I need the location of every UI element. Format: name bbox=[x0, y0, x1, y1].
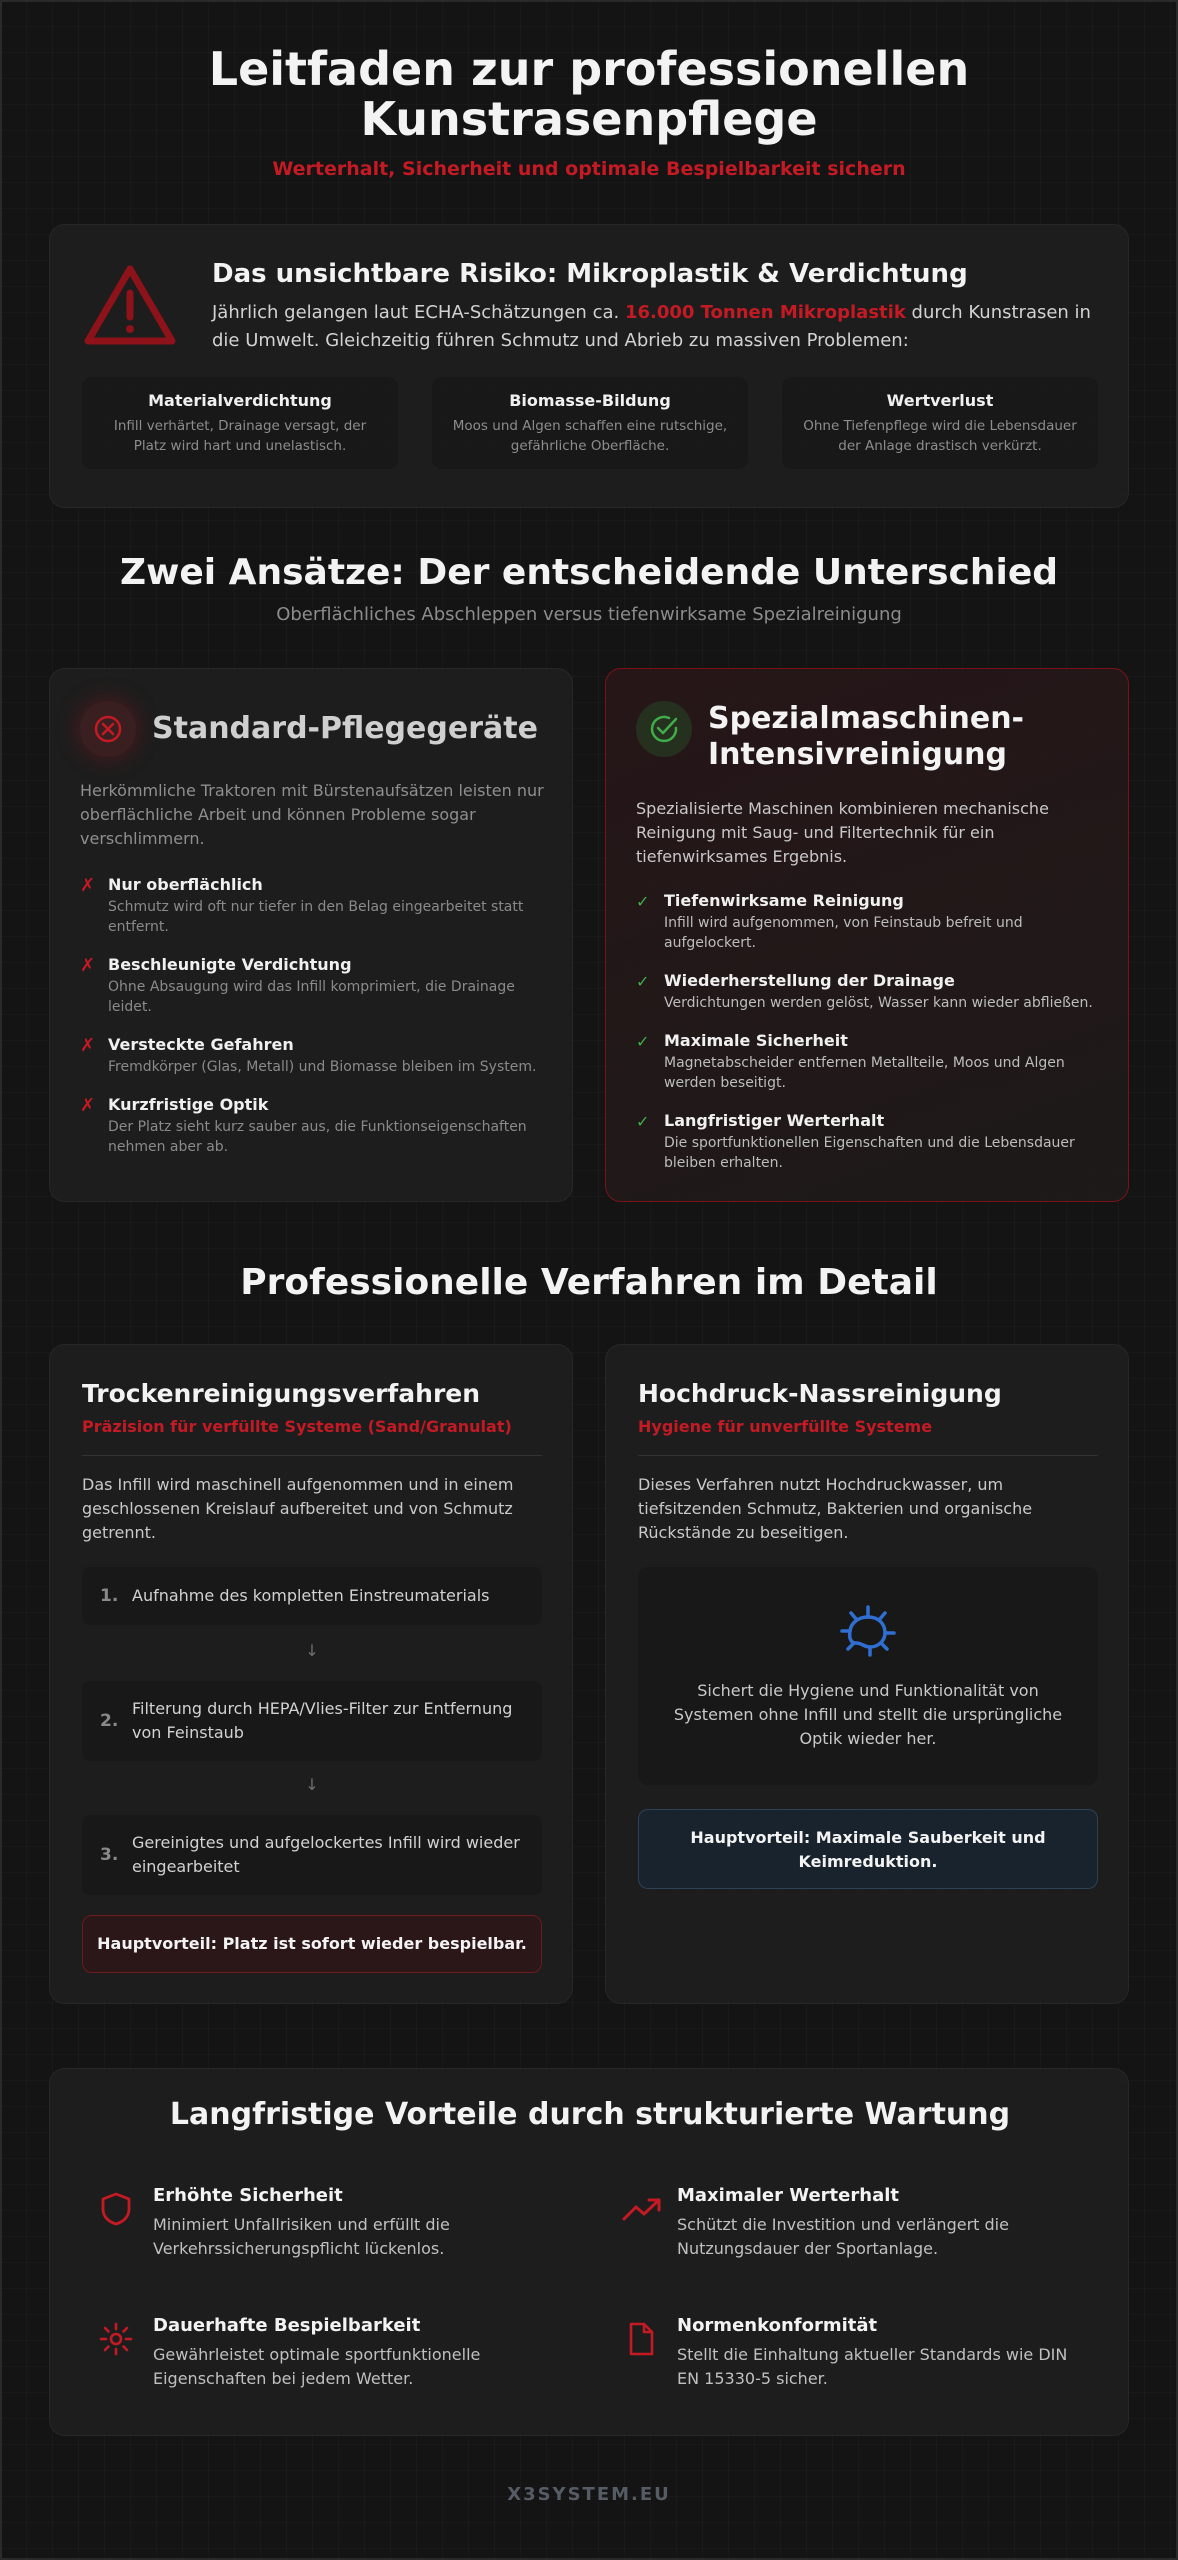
standard-intro: Herkömmliche Traktoren mit Bürstenaufsätzen leisten nur oberflächliche Arbeit und können Probleme sogar verschlimmern. bbox=[80, 781, 544, 848]
standard-list bbox=[80, 875, 544, 1175]
risk-box-compaction: Materialverdichtung Infill verhärtet, Drainage versagt, der Platz wird hart und unelastisch. bbox=[82, 377, 398, 469]
check-icon: ✓ bbox=[636, 1032, 650, 1051]
risk-box-value-loss: Wertverlust Ohne Tiefenpflege wird die Lebensdauer der Anlage drastisch verkürzt. bbox=[782, 377, 1098, 469]
risk-title: Das unsichtbare Risiko: Mikroplastik & Verdichtung bbox=[212, 259, 968, 289]
wet-desc: Dieses Verfahren nutzt Hochdruckwasser, um tiefsitzenden Schmutz, Bakterien und organische Rückstände zu beseitigen. bbox=[638, 1475, 1033, 1542]
warning-icon bbox=[82, 263, 178, 349]
process-step: 2. Filterung durch HEPA/Vlies-Filter zur Entfernung von Feinstaub bbox=[82, 1681, 542, 1761]
footer-domain: X3SYSTEM.EU bbox=[507, 2484, 671, 2505]
wet-advantage-box: Hauptvorteil: Maximale Sauberkeit und Keimreduktion. bbox=[638, 1809, 1098, 1889]
benefits-card: Langfristige Vorteile durch strukturierte Wartung Erhöhte Sicherheit Minimiert Unfallrisiken und erfüllt die Verkehrssicherungspflicht lückenlos. Maximaler Werterhalt Schützt die Investition und verlängert die Nutzungsdauer der Sportanlage. Dauerhafte Bespielbarkeit Gewährleistet optimale sportfunktionelle Eigenschaften bei jedem Wetter. Normenkonformität Stellt die Einhaltung aktueller Standards wie DIN EN 15330-5 sicher. bbox=[49, 2068, 1129, 2436]
document-icon bbox=[622, 2321, 658, 2357]
list-item: ✗ Versteckte Gefahren Fremdkörper (Glas, Metall) und Biomasse bleiben im System. bbox=[80, 1035, 537, 1075]
process-step: 1. Aufnahme des kompletten Einstreumaterials bbox=[82, 1567, 542, 1625]
special-card bbox=[605, 668, 1129, 1202]
x-circle-icon bbox=[80, 701, 136, 757]
wet-subtitle: Hygiene für unverfüllte Systeme bbox=[638, 1417, 933, 1436]
standard-card bbox=[49, 668, 573, 1202]
cross-icon: ✗ bbox=[80, 875, 96, 896]
process-step: 3. Gereinigtes und aufgelockertes Infill wird wieder eingearbeitet bbox=[82, 1815, 542, 1895]
list-item: ✗ Beschleunigte Verdichtung Ohne Absaugung wird das Infill komprimiert, die Drainage leidet. bbox=[80, 955, 515, 1015]
check-icon: ✓ bbox=[636, 892, 650, 911]
cross-icon: ✗ bbox=[80, 1035, 96, 1056]
hygiene-text: Sichert die Hygiene und Funktionalität von Systemen ohne Infill und stellt die ursprüngliche Optik wieder her. bbox=[673, 1681, 1063, 1748]
bacteria-icon bbox=[838, 1601, 898, 1661]
list-item: ✓ Tiefenwirksame Reinigung Infill wird aufgenommen, von Feinstaub befreit und aufgelockert. bbox=[636, 891, 1023, 951]
page-subtitle: Werterhalt, Sicherheit und optimale Bespielbarkeit sichern bbox=[272, 158, 906, 180]
special-list bbox=[636, 891, 1100, 1191]
shield-icon bbox=[98, 2191, 134, 2227]
page-header bbox=[0, 44, 1178, 180]
cross-icon: ✗ bbox=[80, 955, 96, 976]
special-intro: Spezialisierte Maschinen kombinieren mechanische Reinigung mit Saug- und Filtertechnik für ein tiefenwirksames Ergebnis. bbox=[636, 799, 1049, 866]
hygiene-box bbox=[638, 1567, 1098, 1785]
wet-cleaning-card bbox=[605, 1344, 1129, 2004]
list-item: ✓ Langfristiger Werterhalt Die sportfunktionellen Eigenschaften und die Lebensdauer bleiben erhalten. bbox=[636, 1111, 1075, 1171]
divider bbox=[82, 1455, 542, 1456]
check-icon: ✓ bbox=[636, 1112, 650, 1131]
dry-subtitle: Präzision für verfüllte Systeme (Sand/Granulat) bbox=[82, 1417, 512, 1436]
dry-advantage-box: Hauptvorteil: Platz ist sofort wieder bespielbar. bbox=[82, 1915, 542, 1973]
comparison-subtitle: Oberflächliches Abschleppen versus tiefenwirksame Spezialreinigung bbox=[276, 604, 902, 625]
risk-text: Jährlich gelangen laut ECHA-Schätzungen ca. 16.000 Tonnen Mikroplastik durch Kunstrasen in die Umwelt. Gleichzeitig führen Schmutz und Abrieb zu massiven Problemen: bbox=[212, 302, 1091, 351]
dry-title: Trockenreinigungsverfahren bbox=[82, 1379, 481, 1408]
trending-up-icon bbox=[622, 2191, 662, 2227]
dry-cleaning-card bbox=[49, 1344, 573, 2004]
microplastic-highlight: 16.000 Tonnen Mikroplastik bbox=[624, 302, 906, 323]
methods-title: Professionelle Verfahren im Detail bbox=[240, 1262, 938, 1303]
check-circle-icon bbox=[636, 701, 692, 757]
risk-card bbox=[49, 224, 1129, 508]
list-item: ✗ Nur oberflächlich Schmutz wird oft nur tiefer in den Belag eingearbeitet statt entfernt. bbox=[80, 875, 524, 935]
comparison-title: Zwei Ansätze: Der entscheidende Unterschied bbox=[119, 552, 1059, 593]
arrow-down-icon: ↓ bbox=[305, 1641, 319, 1660]
wet-title: Hochdruck-Nassreinigung bbox=[638, 1379, 1002, 1408]
sun-icon bbox=[98, 2321, 134, 2357]
list-item: ✓ Wiederherstellung der Drainage Verdichtungen werden gelöst, Wasser kann wieder abfließen. bbox=[636, 971, 1093, 1011]
list-item: ✗ Kurzfristige Optik Der Platz sieht kurz sauber aus, die Funktionseigenschaften nehmen aber ab. bbox=[80, 1095, 527, 1155]
arrow-down-icon: ↓ bbox=[305, 1775, 319, 1794]
cross-icon: ✗ bbox=[80, 1095, 96, 1116]
page-title: Leitfaden zur professionellen Kunstrasenpflege bbox=[208, 42, 970, 146]
check-icon: ✓ bbox=[636, 972, 650, 991]
benefits-title: Langfristige Vorteile durch strukturierte Wartung bbox=[169, 2097, 1011, 2132]
standard-title: Standard-Pflegegeräte bbox=[152, 711, 538, 746]
dry-desc: Das Infill wird maschinell aufgenommen und in einem geschlossenen Kreislauf aufbereitet und von Schmutz getrennt. bbox=[82, 1475, 514, 1542]
list-item: ✓ Maximale Sicherheit Magnetabscheider entfernen Metallteile, Moos und Algen werden beseitigt. bbox=[636, 1031, 1065, 1091]
special-title: Spezialmaschinen-Intensivreinigung bbox=[708, 701, 1024, 772]
risk-box-biomass: Biomasse-Bildung Moos und Algen schaffen eine rutschige, gefährliche Oberfläche. bbox=[432, 377, 748, 469]
divider bbox=[638, 1455, 1098, 1456]
